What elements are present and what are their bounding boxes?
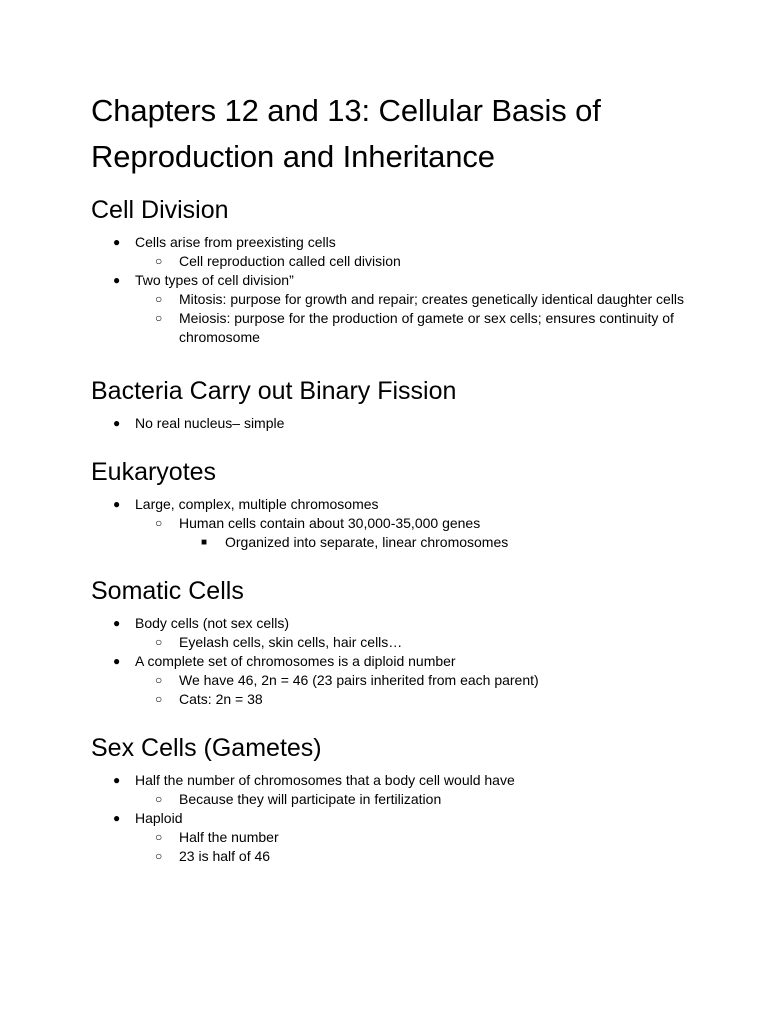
bullet-list xyxy=(91,771,691,866)
bullet-disc-icon: ● xyxy=(113,654,121,668)
list-item-text: Half the number of chromosomes that a body cell would have xyxy=(135,772,515,788)
bullet-disc-icon: ● xyxy=(113,616,121,630)
list-item-text: Haploid xyxy=(135,810,183,826)
bullet-circle-icon: ○ xyxy=(155,849,163,863)
bullet-list xyxy=(91,614,691,709)
list-item xyxy=(89,252,691,271)
section-somatic-cells xyxy=(91,574,691,709)
section-eukaryotes xyxy=(91,455,691,552)
bullet-circle-icon: ○ xyxy=(155,292,163,306)
list-item-text: No real nucleus– simple xyxy=(135,415,285,431)
sub-bullet-list xyxy=(135,633,691,652)
section-heading: Cell Division xyxy=(91,196,229,224)
list-item xyxy=(91,771,691,809)
list-item-text: Human cells contain about 30,000-35,000 genes xyxy=(179,515,481,531)
bullet-square-icon: ■ xyxy=(201,537,208,548)
list-item xyxy=(89,633,691,652)
list-item xyxy=(89,671,691,690)
list-item xyxy=(89,514,691,552)
bullet-circle-icon: ○ xyxy=(155,692,163,706)
bullet-circle-icon: ○ xyxy=(155,635,163,649)
list-item-text: Meiosis: purpose for the production of gamete or sex cells; ensures continuity of chromosome xyxy=(179,310,674,345)
list-item xyxy=(89,828,691,847)
sub-bullet-list xyxy=(135,828,691,866)
section-heading: Sex Cells (Gametes) xyxy=(91,734,322,762)
list-item xyxy=(91,271,691,347)
list-item xyxy=(91,233,691,271)
bullet-disc-icon: ● xyxy=(113,773,121,787)
bullet-list xyxy=(91,414,691,433)
list-item xyxy=(91,652,691,709)
list-item xyxy=(91,414,691,433)
list-item xyxy=(89,309,691,347)
bullet-circle-icon: ○ xyxy=(155,311,163,325)
section-heading: Eukaryotes xyxy=(91,458,217,486)
bullet-disc-icon: ● xyxy=(113,416,121,430)
sub-bullet-list xyxy=(135,290,691,347)
list-item-text: Large, complex, multiple chromosomes xyxy=(135,496,379,512)
bullet-list xyxy=(91,233,691,347)
list-item-text: Organized into separate, linear chromosomes xyxy=(225,534,509,550)
list-item xyxy=(89,533,691,552)
sub-bullet-list xyxy=(135,790,691,809)
list-item-text: Body cells (not sex cells) xyxy=(135,615,290,631)
bullet-circle-icon: ○ xyxy=(155,830,163,844)
bullet-circle-icon: ○ xyxy=(155,254,163,268)
bullet-circle-icon: ○ xyxy=(155,516,163,530)
list-item xyxy=(91,614,691,652)
sub-bullet-list xyxy=(135,514,691,552)
list-item xyxy=(89,790,691,809)
list-item-text: Cells arise from preexisting cells xyxy=(135,234,336,250)
list-item-text: A complete set of chromosomes is a diploid number xyxy=(135,653,456,669)
list-item-text: Because they will participate in fertilization xyxy=(179,791,442,807)
sub-bullet-list xyxy=(135,671,691,709)
bullet-circle-icon: ○ xyxy=(155,792,163,806)
list-item xyxy=(91,495,691,552)
bullet-disc-icon: ● xyxy=(113,497,121,511)
section-heading: Bacteria Carry out Binary Fission xyxy=(91,377,457,405)
list-item-text: Half the number xyxy=(179,829,279,845)
section-sex-cells-gametes xyxy=(91,731,691,866)
bullet-disc-icon: ● xyxy=(113,235,121,249)
document-title: Chapters 12 and 13: Cellular Basis of Reproduction and Inheritance xyxy=(91,93,601,174)
section-heading: Somatic Cells xyxy=(91,577,244,605)
document-page xyxy=(91,88,691,888)
bullet-disc-icon: ● xyxy=(113,273,121,287)
bullet-list xyxy=(91,495,691,552)
bullet-disc-icon: ● xyxy=(113,811,121,825)
list-item xyxy=(89,290,691,309)
list-item xyxy=(91,809,691,866)
list-item xyxy=(89,847,691,866)
sub-sub-bullet-list xyxy=(179,533,691,552)
section-cell-division xyxy=(91,193,691,347)
list-item xyxy=(89,690,691,709)
list-item-text: We have 46, 2n = 46 (23 pairs inherited from each parent) xyxy=(179,672,539,688)
bullet-circle-icon: ○ xyxy=(155,673,163,687)
list-item-text: Mitosis: purpose for growth and repair; creates genetically identical daughter cells xyxy=(179,291,685,307)
sub-bullet-list xyxy=(135,252,691,271)
list-item-text: Cell reproduction called cell division xyxy=(179,253,401,269)
list-item-text: Cats: 2n = 38 xyxy=(179,691,263,707)
list-item-text: 23 is half of 46 xyxy=(179,848,271,864)
section-bacteria-binary-fission xyxy=(91,374,691,433)
list-item-text: Eyelash cells, skin cells, hair cells… xyxy=(179,634,403,650)
list-item-text: Two types of cell division” xyxy=(135,272,294,288)
